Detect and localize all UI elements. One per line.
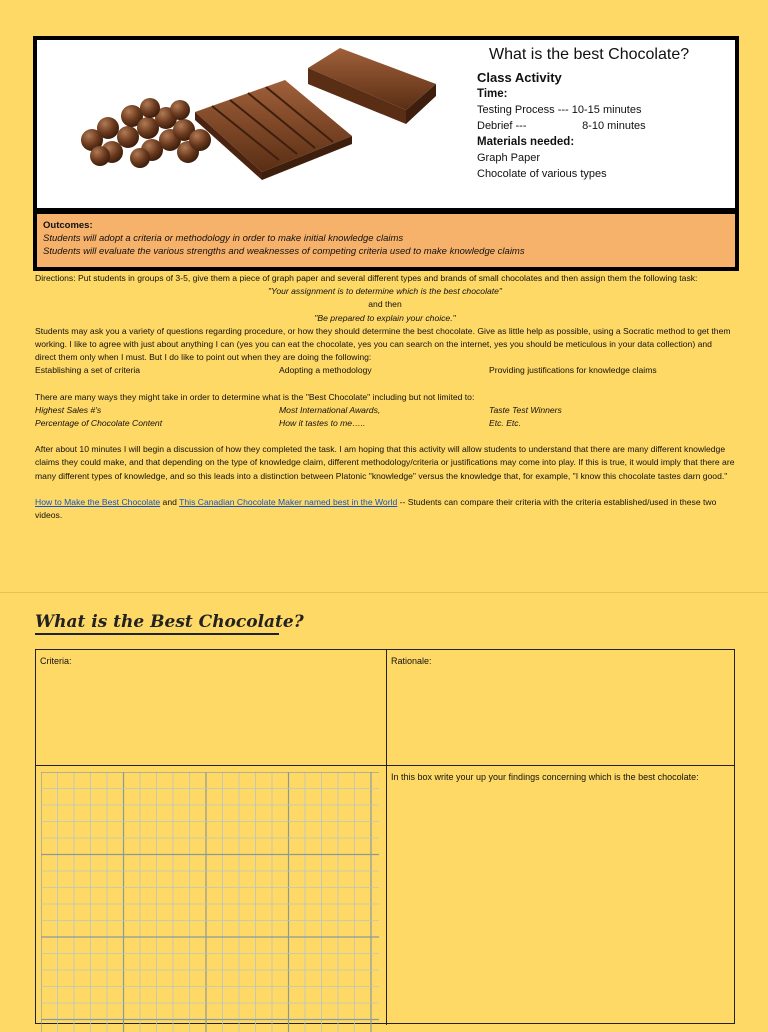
- debrief-value: 8-10 minutes: [582, 120, 646, 132]
- ways-intro: There are many ways they might take in order to determine what is the "Best Chocolate" including but not limited to:: [35, 391, 475, 402]
- procedure-paragraph: Students may ask you a variety of questions regarding procedure, or how they should determine the best chocolate. Give as little help as possible, using a Socratic method to get them working. I like to agree with just about anything I can (yes you can eat the chocolate, yes you can search on the internet, yes you should be meticulous in your data collection) and direct them only when I must. But I do like to point out when they are doing the following:: [35, 325, 731, 363]
- point-justifications: Providing justifications for knowledge claims: [489, 365, 657, 376]
- material-graph-paper: Graph Paper: [477, 152, 540, 164]
- ways-row-2: [35, 417, 735, 430]
- criteria-label: Criteria:: [40, 656, 72, 666]
- way-sales: Highest Sales #'s: [35, 404, 102, 415]
- findings-cell[interactable]: [386, 765, 735, 1025]
- link-tail-text: -- Students can compare their criteria with the criteria established/used in these two videos.: [35, 496, 717, 521]
- link-and-text: and: [162, 496, 177, 507]
- graph-paper-grid: [41, 772, 379, 1032]
- activity-title: What is the best Chocolate?: [489, 46, 690, 63]
- chocolate-image: [40, 40, 440, 180]
- links-paragraph: [35, 496, 735, 522]
- graph-paper-svg: [41, 772, 379, 1032]
- testing-row: [477, 102, 646, 118]
- time-label: Time:: [477, 88, 508, 100]
- discussion-paragraph: After about 10 minutes I will begin a discussion of how they completed the task. I am hoping that this activity will allow students to understand that there are many different knowledge claims they could make, and that depending on the type of knowledge claim, different methodology/criteria or justifications may come into play. If this is true, it would imply that there are many different types of knowledge, and so this leads into a distinction between Platonic "knowledge" versus the knowledge that, for example, "I know this chocolate tastes darn good.": [35, 444, 735, 481]
- way-etc: Etc. Etc.: [489, 418, 521, 429]
- way-percentage: Percentage of Chocolate Content: [35, 418, 163, 429]
- outcome-2: Students will evaluate the various strengths and weaknesses of competing criteria used to make knowledge claims: [43, 246, 525, 257]
- point-criteria: Establishing a set of criteria: [35, 365, 141, 376]
- testing-label: Testing Process ---: [477, 104, 569, 116]
- link-make-best-chocolate[interactable]: How to Make the Best Chocolate: [35, 496, 161, 507]
- page-divider: [0, 592, 768, 593]
- quote-explain: "Be prepared to explain your choice.": [314, 312, 456, 323]
- debrief-row: [477, 118, 646, 134]
- way-awards: Most International Awards,: [279, 404, 381, 415]
- debrief-label: Debrief ---: [477, 120, 527, 132]
- criteria-cell[interactable]: [36, 650, 387, 766]
- worksheet-title-underline: [35, 633, 279, 635]
- rationale-label: Rationale:: [391, 656, 432, 666]
- activity-subtitle: Class Activity: [477, 70, 562, 85]
- graph-paper-cell[interactable]: [36, 765, 387, 1025]
- worksheet-table: [35, 649, 735, 1024]
- link-canadian-chocolate-maker[interactable]: This Canadian Chocolate Maker named best in the World: [179, 496, 398, 507]
- testing-value: 10-15 minutes: [571, 104, 642, 116]
- outcomes-heading: Outcomes:: [43, 220, 93, 231]
- ways-row-1: [35, 404, 735, 417]
- points-row: [35, 364, 735, 377]
- material-chocolate: Chocolate of various types: [477, 168, 607, 180]
- way-taste-test: Taste Test Winners: [489, 404, 562, 415]
- and-then-text: and then: [368, 299, 402, 310]
- way-tastes-to-me: How it tastes to me…..: [279, 418, 366, 429]
- outcomes-box: [33, 212, 739, 271]
- activity-meta: [477, 70, 646, 182]
- rationale-cell[interactable]: [386, 650, 735, 766]
- directions-body: [35, 272, 735, 522]
- quote-assignment: "Your assignment is to determine which is the best chocolate": [268, 286, 502, 297]
- worksheet-title: What is the Best Chocolate?: [35, 612, 304, 632]
- outcome-1: Students will adopt a criteria or methodology in order to make initial knowledge claims: [43, 233, 404, 244]
- findings-label: In this box write your up your findings concerning which is the best chocolate:: [391, 772, 699, 782]
- materials-label: Materials needed:: [477, 136, 575, 148]
- point-methodology: Adopting a methodology: [279, 365, 372, 376]
- directions-paragraph: Directions: Put students in groups of 3-5, give them a piece of graph paper and several different types and brands of small chocolates and then assign them the following task:: [35, 273, 698, 283]
